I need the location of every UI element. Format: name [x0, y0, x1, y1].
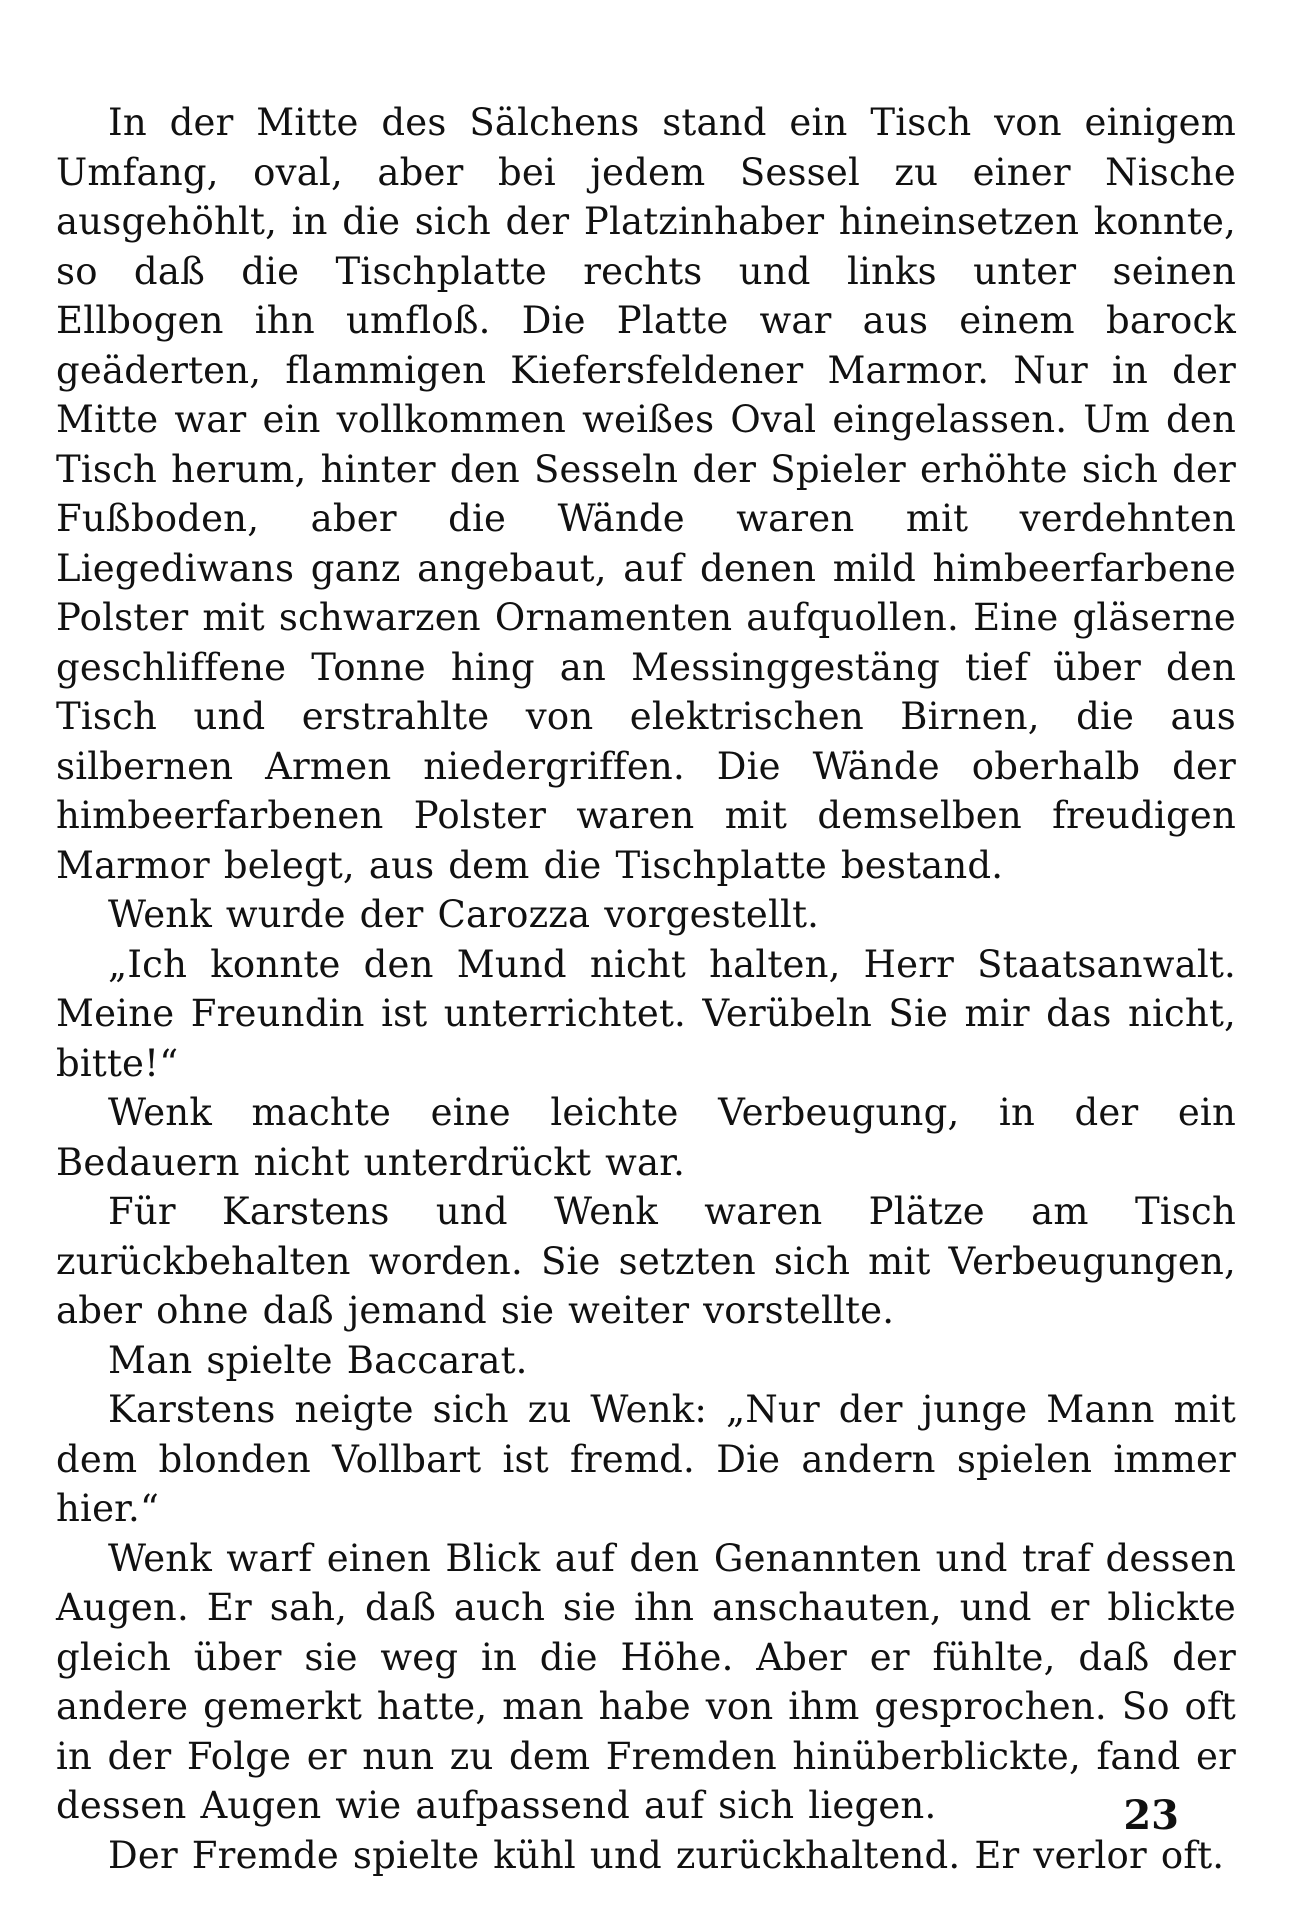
page-number: 23: [1123, 1792, 1179, 1839]
paragraph: Wenk wurde der Carozza vorgestellt.: [108, 893, 820, 936]
paragraph: Für Karstens und Wenk waren Plätze am Tisch zurückbehalten worden. Sie setzten sich mit Verbeugungen, aber ohne daß jemand sie weiter vorstellte.: [56, 1190, 1236, 1332]
body-text: [56, 98, 1236, 1880]
paragraph: Wenk machte eine leichte Verbeugung, in der ein Bedauern nicht unterdrückt war.: [56, 1091, 1236, 1184]
paragraph: „Ich konnte den Mund nicht halten, Herr Staatsanwalt. Meine Freundin ist unterrichtet. Verübeln Sie mir das nicht, bitte!“: [56, 942, 1236, 1085]
paragraph: Der Fremde spielte kühl und zurückhaltend. Er verlor oft.: [108, 1833, 1225, 1877]
paragraph: Karstens neigte sich zu Wenk: „Nur der junge Mann mit dem blonden Vollbart ist fremd. Die andern spielen immer hier.“: [56, 1388, 1236, 1530]
paragraph: Man spielte Baccarat.: [108, 1338, 528, 1382]
paragraph: In der Mitte des Sälchens stand ein Tisch von einigem Umfang, oval, aber bei jedem Sessel zu einer Nische ausgehöhlt, in die sich der Platzinhaber hineinsetzen konnte, so daß die Tischplatte rechts und links unter seinen Ellbogen ihn umfloß. Die Platte war aus einem barock geäderten, flammigen Kiefersfeldener Marmor. Nur in der Mitte war ein vollkommen weißes Oval eingelassen. Um den Tisch herum, hinter den Sesseln der Spieler erhöhte sich der Fußboden, aber die Wände waren mit verdehnten Liegediwans ganz angebaut, auf denen mild himbeerfarbene Polster mit schwarzen Ornamenten aufquollen. Eine gläserne geschliffene Tonne hing an Messinggestäng tief über den Tisch und erstrahlte von elektrischen Birnen, die aus silbernen Armen niedergriffen. Die Wände oberhalb der himbeerfarbenen Polster waren mit demselben freudigen Marmor belegt, aus dem die Tischplatte bestand.: [56, 101, 1236, 887]
paragraph: Wenk warf einen Blick auf den Genannten und traf dessen Augen. Er sah, daß auch sie ihn anschauten, und er blickte gleich über sie weg in die Höhe. Aber er fühlte, daß der andere gemerkt hatte, man habe von ihm gesprochen. So oft in der Folge er nun zu dem Fremden hinüberblickte, fand er dessen Augen wie aufpassend auf sich liegen.: [56, 1536, 1236, 1827]
